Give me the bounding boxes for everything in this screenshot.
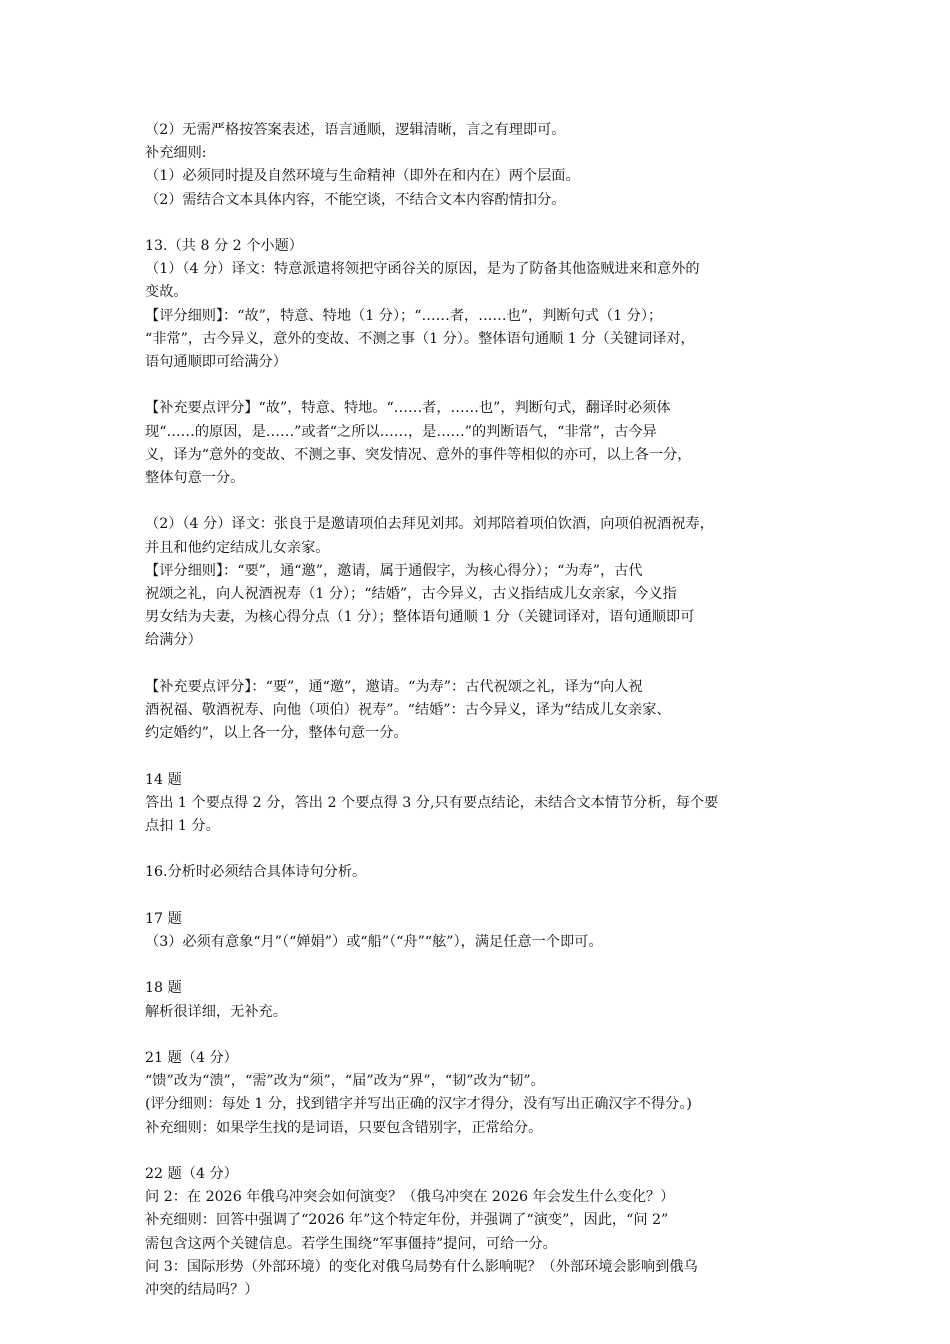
body-line: (评分细则：每处 1 分，找到错字并写出正确的汉字才得分，没有写出正确汉字不得分。) xyxy=(145,1096,692,1113)
question-heading: 22 题（4 分） xyxy=(145,1165,238,1182)
body-line: 补充细则：如果学生找的是词语，只要包含错别字，正常给分。 xyxy=(145,1119,543,1136)
body-line: 答出 1 个要点得 2 分，答出 2 个要点得 3 分,只有要点结论，未结合文本情节分析，每个要 xyxy=(145,794,719,811)
body-line: 点扣 1 分。 xyxy=(145,818,220,835)
rule-line: 语句通顺即可给满分） xyxy=(145,354,287,371)
supplement-line: 整体句意一分。 xyxy=(145,470,245,487)
body-line: （3）必须有意象“月”（“婵娟”）或“船”（“舟”“舷”），满足任意一个即可。 xyxy=(145,934,603,950)
question-21-section xyxy=(145,1047,835,1140)
supplement-line: 【补充要点评分】“故”，特意、特地。“……者，……也”，判断句式，翻译时必须体 xyxy=(145,400,671,417)
body-line: 需包含这两个关键信息。若学生围绕“军事僵持”提问，可给一分。 xyxy=(145,1235,557,1252)
translation-line: 并且和他约定结成儿女亲家。 xyxy=(145,539,330,556)
rule-line: 男女结为夫妻，为核心得分点（1 分）；整体语句通顺 1 分（关键词译对，语句通顺即可 xyxy=(145,609,695,626)
intro-line: 补充细则: xyxy=(145,145,207,162)
spacer xyxy=(145,374,835,397)
translation-line: （1）（4 分）译文：特意派遣将领把守函谷关的原因，是为了防备其他盗贼进来和意外的 xyxy=(145,261,700,278)
supplement-line: 现“……的原因，是……”或者“之所以……，是……”的判断语气，“非常”，古今异 xyxy=(145,423,657,440)
spacer xyxy=(145,212,835,235)
intro-section xyxy=(145,119,835,212)
spacer xyxy=(145,954,835,977)
question-17-section xyxy=(145,908,835,954)
question-heading: 21 题（4 分） xyxy=(145,1049,238,1066)
question-heading: 18 题 xyxy=(145,980,182,997)
spacer xyxy=(145,1024,835,1047)
question-heading: 13.（共 8 分 2 个小题） xyxy=(145,238,303,254)
spacer xyxy=(145,1140,835,1163)
rule-line: “非常”，古今异义，意外的变故、不测之事（1 分）。整体语句通顺 1 分（关键词译对， xyxy=(145,330,695,347)
intro-line: （1）必须同时提及自然环境与生命精神（即外在和内在）两个层面。 xyxy=(145,168,580,185)
supplement-line: 【补充要点评分】：“要”，通“邀”，邀请。“为寿”：古代祝颂之礼，译为“向人祝 xyxy=(145,678,643,695)
question-22-section xyxy=(145,1163,835,1302)
translation-line: 变故。 xyxy=(145,284,188,301)
question-13-section xyxy=(145,235,835,745)
body-line: 问 3：国际形势（外部环境）的变化对俄乌局势有什么影响呢？（外部环境会影响到俄乌 xyxy=(145,1258,698,1275)
body-line: 补充细则：回答中强调了“2026 年”这个特定年份，并强调了“演变”，因此，“问 2” xyxy=(145,1212,669,1229)
translation-line: （2）（4 分）译文：张良于是邀请项伯去拜见刘邦。刘邦陪着项伯饮酒，向项伯祝酒祝寿， xyxy=(145,516,714,533)
body-line: 冲突的结局吗？） xyxy=(145,1282,259,1298)
body-line: 16.分析时必须结合具体诗句分析。 xyxy=(145,864,367,881)
rule-line: 【评分细则】：“故”，特意、特地（1 分）；“……者，……也”，判断句式（1 分）； xyxy=(145,307,663,324)
intro-line: （2）无需严格按答案表述，语言通顺，逻辑清晰，言之有理即可。 xyxy=(145,122,566,138)
rule-line: 祝颂之礼，向人祝酒祝寿（1 分）；“结婚”，古今异义，古义指结成儿女亲家，今义指 xyxy=(145,586,677,603)
question-14-section xyxy=(145,769,835,839)
question-heading: 17 题 xyxy=(145,910,182,927)
body-line: 问 2：在 2026 年俄乌冲突会如何演变？（俄乌冲突在 2026 年会发生什么变化？） xyxy=(145,1189,675,1206)
supplement-line: 酒祝福、敬酒祝寿、向他（项伯）祝寿”。“结婚”：古今异义，译为“结成儿女亲家、 xyxy=(145,702,671,719)
spacer xyxy=(145,490,835,513)
body-line: “馈”改为“溃”，“需”改为“须”，“届”改为“界”，“韧”改为“韧”。 xyxy=(145,1073,545,1090)
question-16-section xyxy=(145,861,835,884)
spacer xyxy=(145,745,835,768)
spacer xyxy=(145,653,835,676)
spacer xyxy=(145,885,835,908)
question-heading: 14 题 xyxy=(145,771,182,788)
rule-line: 给满分） xyxy=(145,632,202,649)
rule-line: 【评分细则】：“要”，通“邀”，邀请，属于通假字，为核心得分）；“为寿”，古代 xyxy=(145,562,643,579)
supplement-line: 约定婚约”，以上各一分，整体句意一分。 xyxy=(145,725,408,742)
body-line: 解析很详细，无补充。 xyxy=(145,1003,287,1020)
intro-line: （2）需结合文本具体内容，不能空谈，不结合文本内容酌情扣分。 xyxy=(145,191,566,208)
supplement-line: 义，译为“意外的变故、不测之事、突发情况、意外的事件等相似的亦可，以上各一分， xyxy=(145,446,692,463)
question-18-section xyxy=(145,977,835,1023)
spacer xyxy=(145,838,835,861)
